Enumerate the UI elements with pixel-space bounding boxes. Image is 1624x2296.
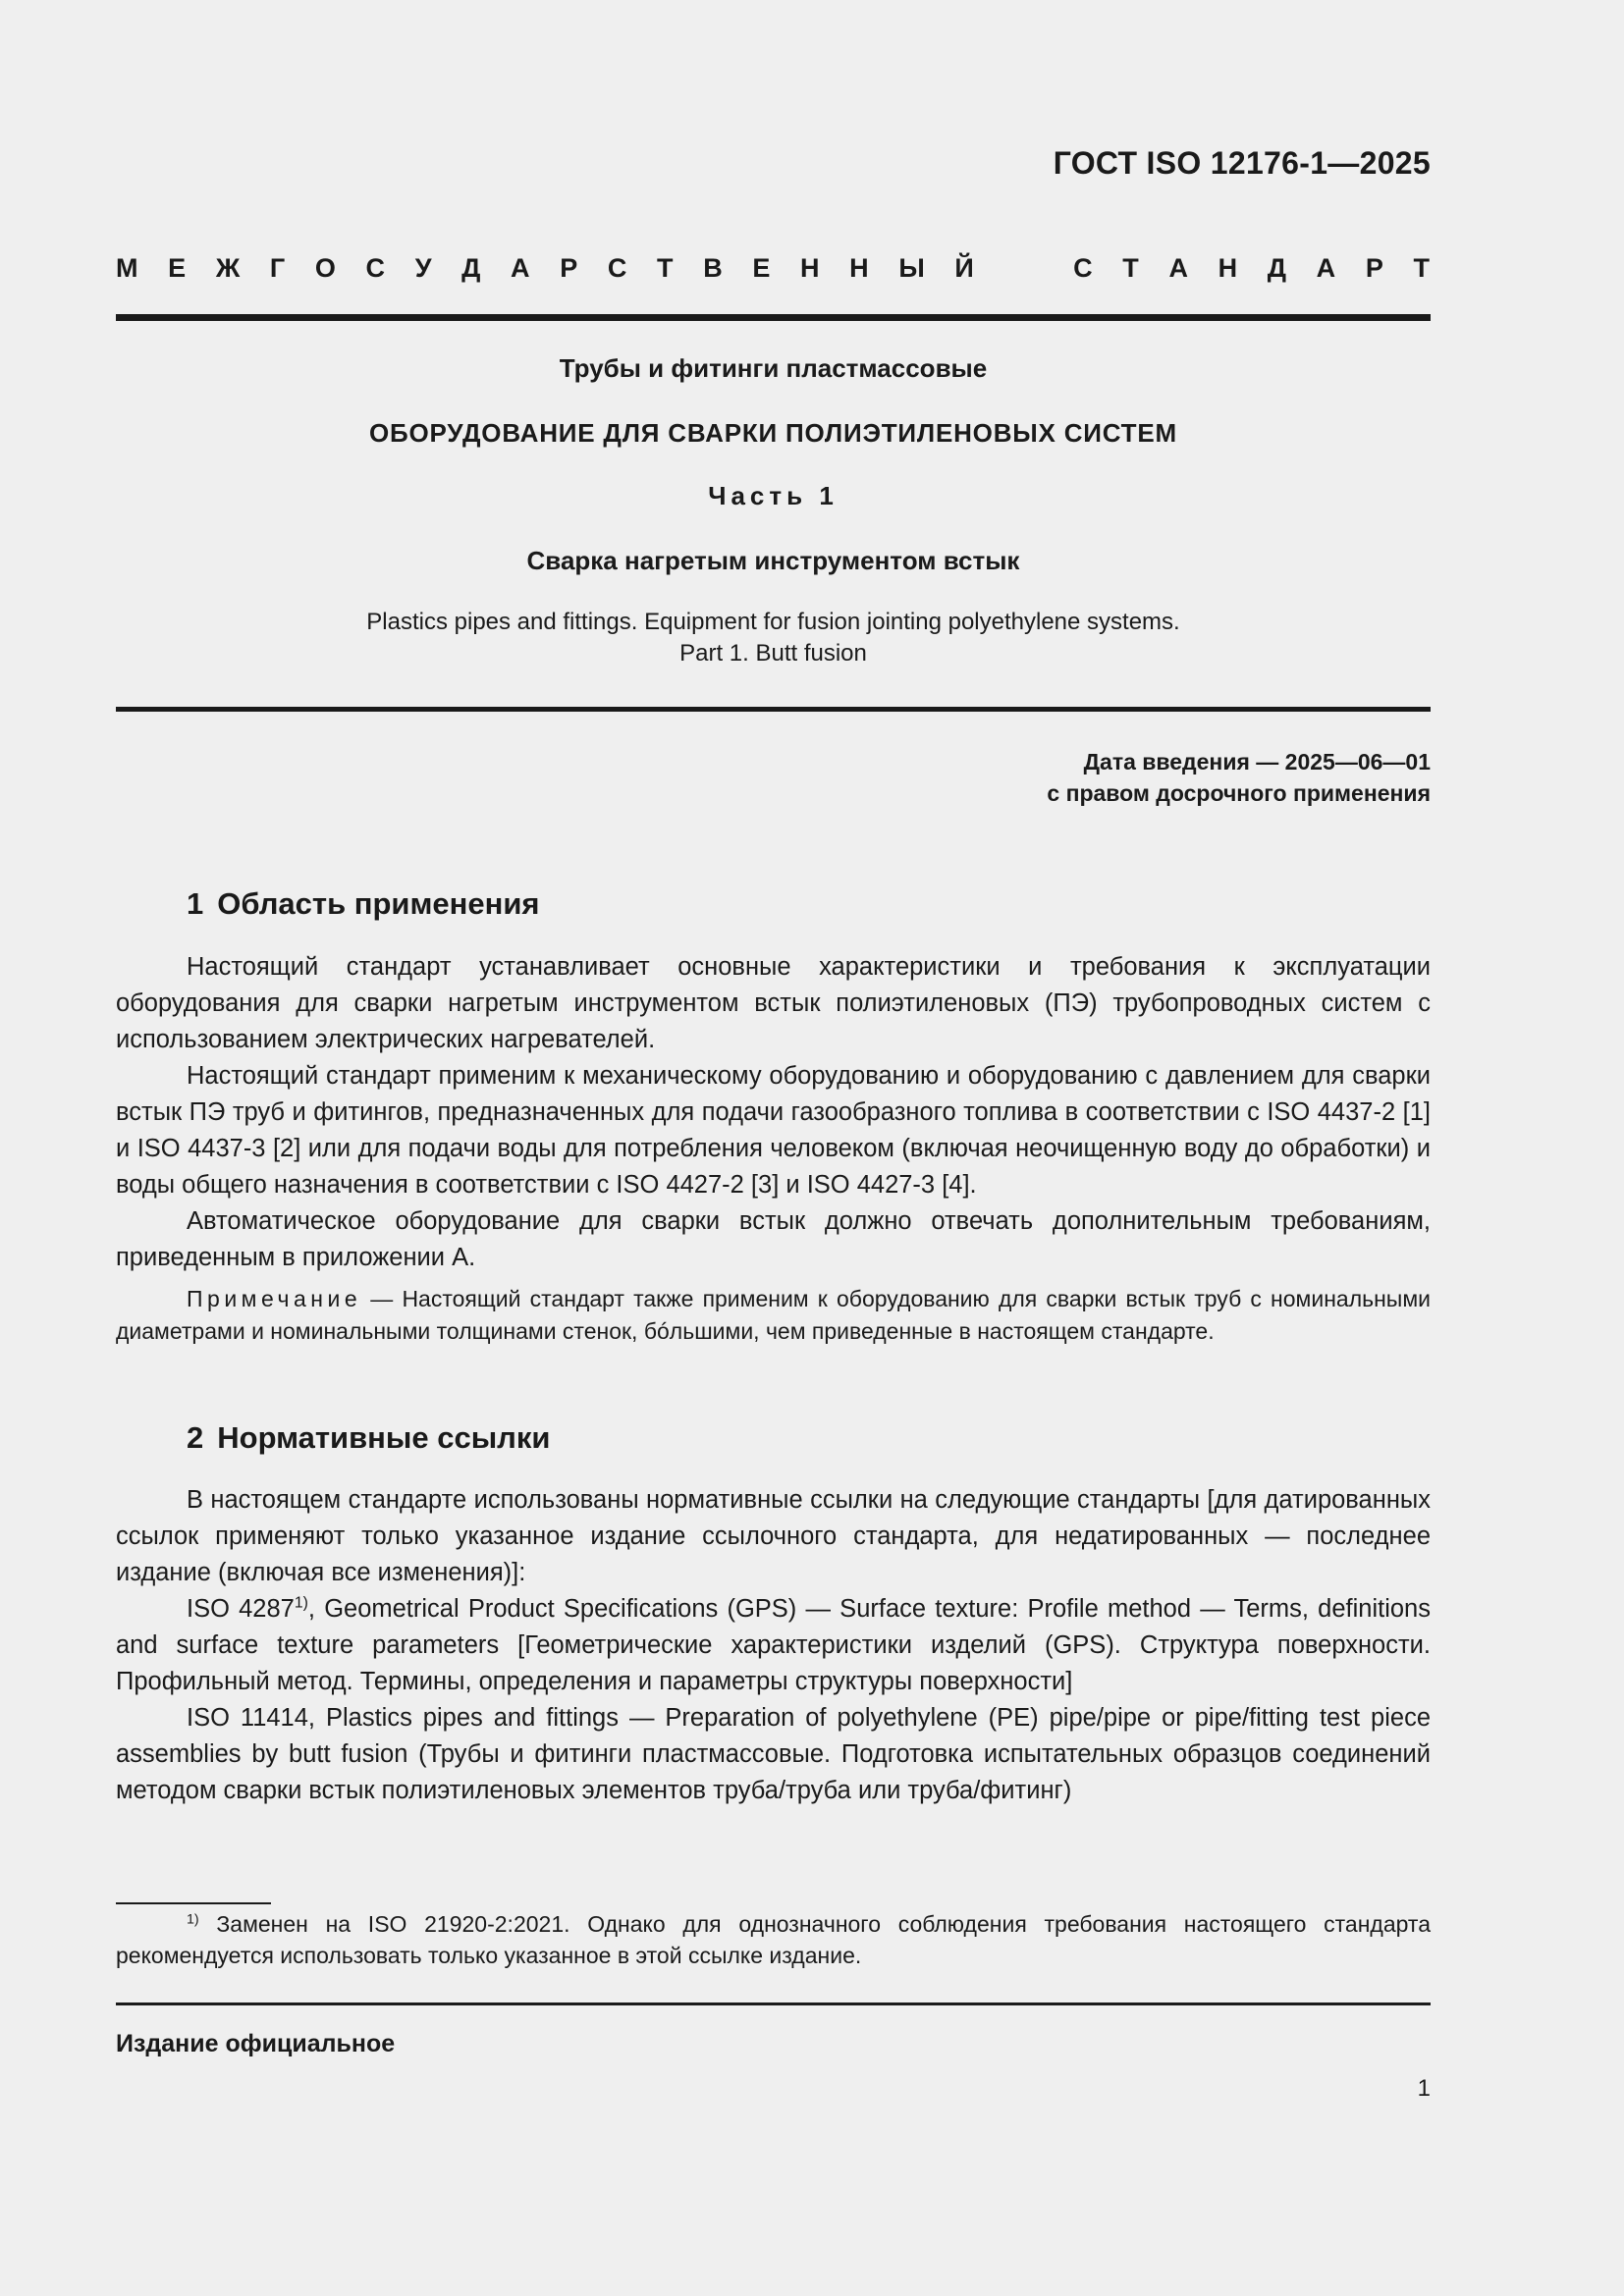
banner-letter: Ы [898, 253, 925, 283]
banner-letter: У [414, 253, 432, 283]
reference-text: , Geometrical Product Specifications (GPS) — Surface texture: Profile method — Terms, definitions and surface texture parameters [Геометрические характеристики изделий (GPS). Структура поверхности. Профильный метод. Термины, определения и параметры структуры поверхности] [116, 1595, 1431, 1695]
banner-letter: Е [752, 253, 771, 283]
introduction-date-line2: с правом досрочного применения [1047, 780, 1431, 806]
title-english [116, 607, 1431, 669]
paragraph: В настоящем стандарте использованы нормативные ссылки на следующие стандарты [для датированных ссылок применяют только указанное издание ссылочного стандарта, для недатированных — последнее издание (включая все изменения)]: [116, 1486, 1431, 1586]
title-series: Трубы и фитинги пластмассовые [559, 353, 988, 383]
introduction-date-line1: Дата введения — 2025—06—01 [1083, 749, 1431, 774]
introduction-date [1047, 746, 1431, 809]
banner-letter: Т [657, 253, 674, 283]
banner-letter: Й [954, 253, 974, 283]
reference-code: ISO 4287 [187, 1595, 295, 1623]
banner-letter: А [1168, 253, 1188, 283]
footnote-ref: 1) [294, 1594, 308, 1612]
edition-label: Издание официальное [116, 2030, 396, 2057]
section-2-body [116, 1482, 1431, 1809]
banner-letter: Д [461, 253, 481, 283]
reference-item [116, 1591, 1431, 1700]
title-subtitle: Сварка нагретым инструментом встык [526, 546, 1020, 575]
section-1-note [116, 1283, 1431, 1348]
footnote [116, 1908, 1431, 1971]
banner-letter: Р [1365, 253, 1383, 283]
section-2-heading [187, 1420, 550, 1456]
paragraph: Автоматическое оборудование для сварки встык должно отвечать дополнительным требованиям, приведенным в приложении А. [116, 1207, 1431, 1271]
footer-rule [116, 2002, 1431, 2005]
section-1-title: Область применения [217, 886, 540, 921]
note-label: Примечание [187, 1286, 362, 1311]
banner-letter: А [1316, 253, 1336, 283]
banner-letter: В [703, 253, 723, 283]
reference-item: ISO 11414, Plastics pipes and fittings — Preparation of polyethylene (PE) pipe/pipe or pipe/fitting test piece assemblies by butt fusion (Трубы и фитинги пластмассовые. Подготовка испытательных образцов соединений методом сварки встык полиэтиленовых элементов труба/труба или труба/фитинг) [116, 1704, 1431, 1804]
footnote-separator [116, 1902, 271, 1904]
banner-letter: Н [800, 253, 820, 283]
banner-letter: Г [269, 253, 286, 283]
title-part: Часть 1 [708, 481, 839, 510]
standard-number: ГОСТ ISO 12176-1—2025 [1053, 145, 1431, 181]
section-1-number: 1 [187, 886, 204, 921]
paragraph: Настоящий стандарт устанавливает основные характеристики и требования к эксплуатации оборудования для сварки нагретым инструментом встык полиэтиленовых (ПЭ) трубопроводных систем с использованием электрических нагревателей. [116, 953, 1431, 1053]
banner-letter: Е [168, 253, 187, 283]
note-text: — Настоящий стандарт также применим к оборудованию для сварки встык труб с номинальными диаметрами и номинальными толщинами стенок, бóльшими, чем приведенные в настоящем стандарте. [116, 1286, 1431, 1344]
banner-letter: Т [1122, 253, 1139, 283]
section-2-number: 2 [187, 1420, 204, 1455]
section-1-body [116, 949, 1431, 1276]
title-main: ОБОРУДОВАНИЕ ДЛЯ СВАРКИ ПОЛИЭТИЛЕНОВЫХ СИСТЕМ [369, 418, 1177, 448]
banner-letter: Т [1413, 253, 1430, 283]
footnote-marker: 1) [187, 1911, 199, 1928]
banner-letter: С [365, 253, 386, 283]
banner-letter: Н [849, 253, 869, 283]
section-1-heading [187, 886, 540, 922]
paragraph: Настоящий стандарт применим к механическому оборудованию и оборудованию с давлением для сварки встык ПЭ труб и фитингов, предназначенных для подачи газообразного топлива в соответствии с ISO 4437-2 [1] и ISO 4437-3 [2] или для подачи воды для потребления человеком (включая неочищенную воду до обработки) и воды общего назначения в соответствии с ISO 4427-2 [3] и ISO 4427-3 [4]. [116, 1062, 1431, 1199]
banner-letter: С [607, 253, 627, 283]
header-rule [116, 314, 1431, 321]
standard-type-banner [116, 253, 1430, 284]
banner-letter: А [511, 253, 530, 283]
banner-letter: Ж [215, 253, 241, 283]
banner-letter: Н [1218, 253, 1238, 283]
banner-letter: Д [1267, 253, 1287, 283]
banner-letter: О [314, 253, 336, 283]
title-rule [116, 707, 1431, 712]
banner-letter: С [1073, 253, 1093, 283]
banner-gap [1003, 253, 1043, 284]
title-english-line2: Part 1. Butt fusion [679, 640, 867, 667]
banner-letter: Р [560, 253, 578, 283]
footnote-text: Заменен на ISO 21920-2:2021. Однако для однозначного соблюдения требования настоящего стандарта рекомендуется использовать только указанное в этой ссылке издание. [116, 1911, 1431, 1968]
title-english-line1: Plastics pipes and fittings. Equipment for fusion jointing polyethylene systems. [366, 609, 1180, 635]
page-number: 1 [1417, 2075, 1431, 2102]
section-2-title: Нормативные ссылки [217, 1420, 551, 1455]
banner-letter: М [116, 253, 138, 283]
